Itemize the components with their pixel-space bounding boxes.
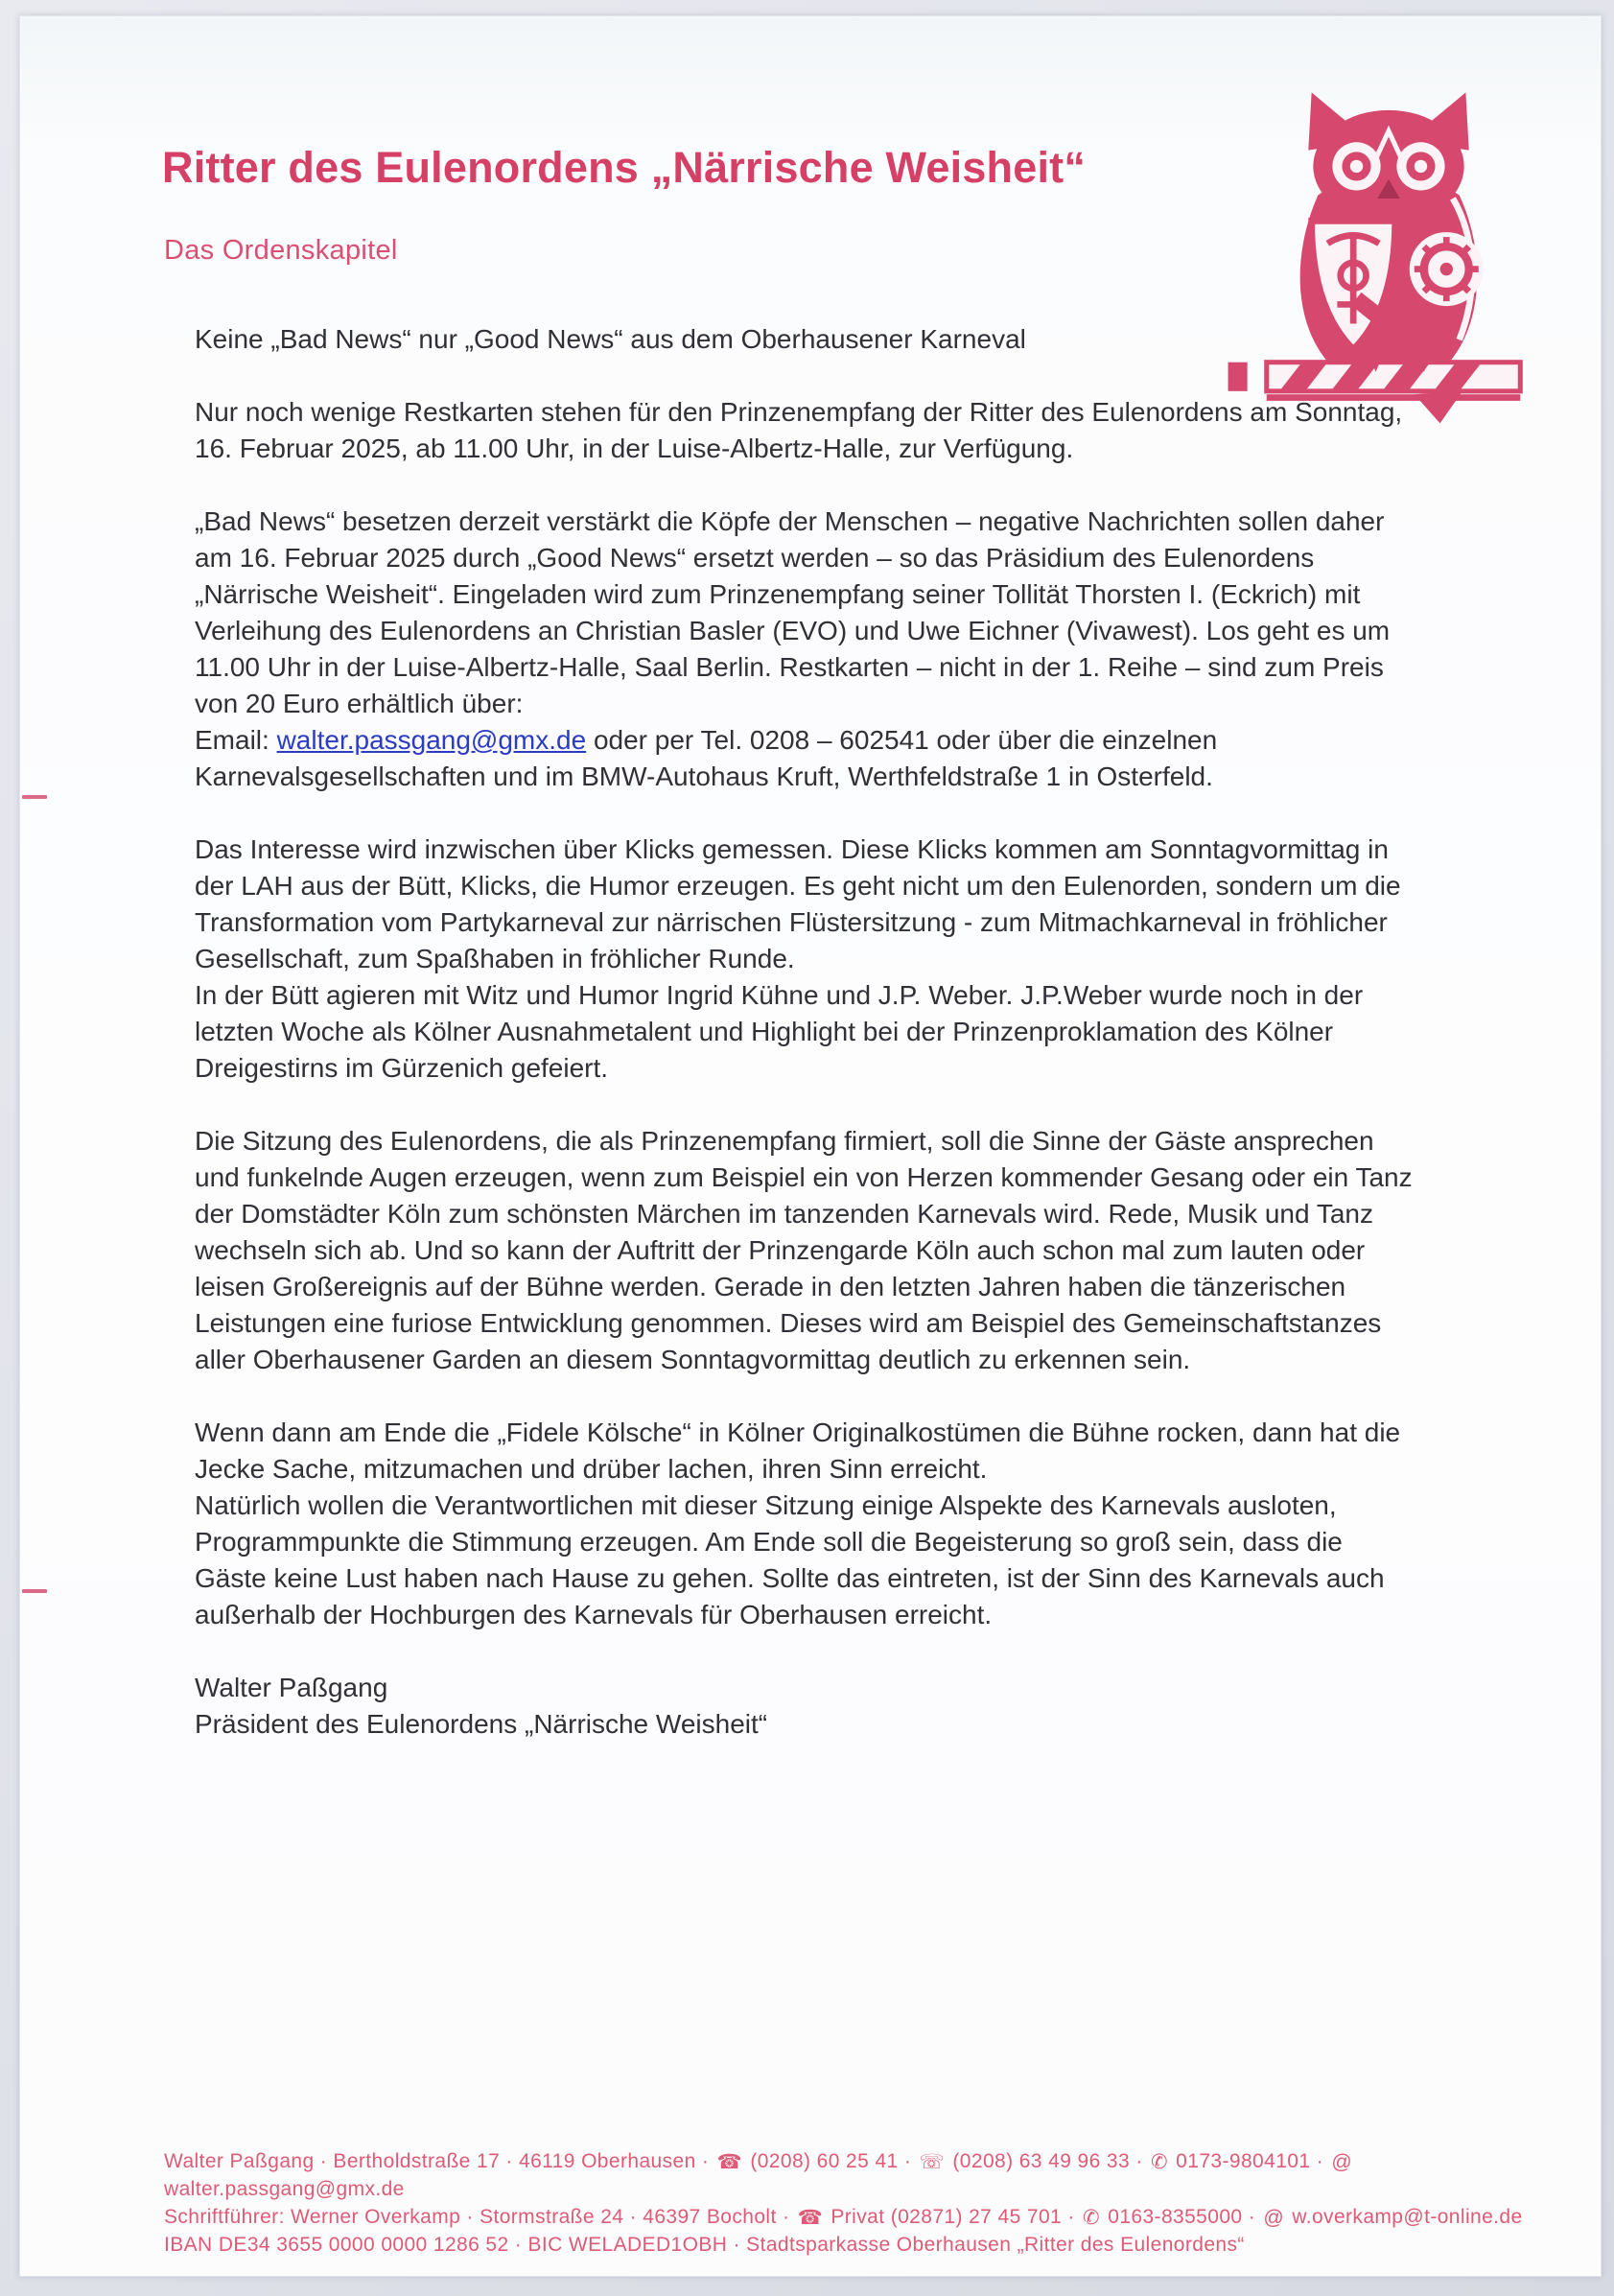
footer-phone-1: (0208) 60 25 41 · [744,2150,918,2172]
letterhead-title: Ritter des Eulenordens „Närrische Weisheit“ [162,143,1087,192]
phone-icon: ☎ [716,2151,743,2173]
mobile-icon: ✆ [1150,2151,1168,2173]
email-line-prefix: Email: [195,725,277,755]
footer-mobile-1: 0173-9804101 · [1169,2150,1330,2172]
email-link[interactable]: walter.passgang@gmx.de [276,725,587,755]
letter-body [195,321,1415,1743]
footer-mobile-2: 0163-8355000 · [1102,2206,1262,2228]
paragraph-verantwortliche: Natürlich wollen die Verantwortlichen mit dieser Sitzung einige Alspekte des Karnevals ausloten, Programmpunkte die Stimmung erzeugen. Am Ende soll die Begeisterung so groß sein, dass die Gäste keine Lust haben nach Hause zu gehen. Sollte das eintreten, ist der Sinn des Karnevals auch außerhalb der Hochburgen des Karnevals für Oberhausen erreicht. [195,1490,1385,1629]
paragraph-bad-news: „Bad News“ besetzen derzeit verstärkt die Köpfe der Menschen – negative Nachrichten sollen daher am 16. Februar 2025 durch „Good News“ ersetzt werden – so das Präsidium des Eulenordens „Närrische Weisheit“. Eingeladen wird zum Prinzenempfang seiner Tollität Thorsten I. (Eckrich) mit Verleihung des Eulenordens an Christian Basler (EVO) und Uwe Eichner (Vivawest). Los geht es um 11.00 Uhr in der Luise-Albertz-Halle, Saal Berlin. Restkarten – nicht in der 1. Reihe – sind zum Preis von 20 Euro erhältlich über: [195,506,1391,718]
letterhead-footer [164,2147,1564,2259]
footer-fax-1: (0208) 63 49 96 33 · [947,2150,1149,2172]
signature-block [195,1670,1415,1743]
at-icon: @ [1331,2151,1353,2173]
footer-address-1: Walter Paßgang · Bertholdstraße 17 · 46119 Oberhausen · [164,2150,715,2172]
paragraph-klicks: Das Interesse wird inzwischen über Klicks gemessen. Diese Klicks kommen am Sonntagvormittag in der LAH aus der Bütt, Klicks, die Humor erzeugen. Es geht nicht um den Eulenorden, sondern um die Transformation vom Partykarneval zur närrischen Flüstersitzung - zum Mitmachkarneval in fröhlicher Gesellschaft, zum Spaßhaben in fröhlicher Runde. [195,834,1401,973]
letterhead-subtitle: Das Ordenskapitel [164,235,398,266]
paragraph-contact [195,722,1415,795]
phone-icon: ☎ [797,2207,824,2229]
letter-page [19,15,1602,2277]
footer-line-1 [164,2147,1564,2203]
signature-role: Präsident des Eulenordens „Närrische Weisheit“ [195,1709,768,1739]
at-icon: @ [1263,2207,1285,2229]
footer-line-3: IBAN DE34 3655 0000 0000 1286 52 · BIC WELADED1OBH · Stadtsparkasse Oberhausen „Ritter des Eulenordens“ [164,2234,1245,2256]
letter-headline: Keine „Bad News“ nur „Good News“ aus dem Oberhausener Karneval [195,324,1026,354]
paragraph-sitzung: Die Sitzung des Eulenordens, die als Prinzenempfang firmiert, soll die Sinne der Gäste ansprechen und funkelnde Augen erzeugen, wenn zum Beispiel ein von Herzen kommender Gesang oder ein Tanz der Domstädter Köln zum schönsten Märchen im tanzenden Karnevals wird. Rede, Musik und Tanz wechseln sich ab. Und so kann der Auftritt der Prinzengarde Köln auch schon mal zum lauten oder leisen Großereignis auf der Bühne werden. Gerade in den letzten Jahren haben die tänzerischen Leistungen eine furiose Entwicklung genommen. Dieses wird am Beispiel des Gemeinschaftstanzes aller Oberhausener Garden an diesem Sonntagvormittag deutlich zu erkennen sein. [195,1126,1413,1374]
footer-address-2: Schriftführer: Werner Overkamp · Stormstraße 24 · 46397 Bocholt · [164,2206,796,2228]
paragraph-fidele-koelsche: Wenn dann am Ende die „Fidele Kölsche“ in Kölner Originalkostümen die Bühne rocken, dann hat die Jecke Sache, mitzumachen und drüber lachen, ihren Sinn erreicht. [195,1417,1401,1484]
footer-email-1: walter.passgang@gmx.de [164,2178,405,2200]
mobile-icon: ✆ [1083,2207,1100,2229]
footer-line-2 [164,2203,1564,2231]
fold-mark-bottom [22,1589,47,1593]
footer-phone-2: Privat (02871) 27 45 701 · [825,2206,1081,2228]
fax-icon: ☏ [919,2151,946,2173]
signature-name: Walter Paßgang [195,1673,388,1702]
email-line-suffix: oder per Tel. 0208 – 602541 oder über die einzelnen Karnevalsgesellschaften und im BMW-Autohaus Kruft, Werthfeldstraße 1 in Osterfeld. [195,725,1218,791]
fold-mark-top [22,795,47,799]
footer-email-2: w.overkamp@t-online.de [1286,2206,1523,2228]
paragraph-restkarten: Nur noch wenige Restkarten stehen für den Prinzenempfang der Ritter des Eulenordens am Sonntag, 16. Februar 2025, ab 11.00 Uhr, in der Luise-Albertz-Halle, zur Verfügung. [195,397,1403,463]
paragraph-buett: In der Bütt agieren mit Witz und Humor Ingrid Kühne und J.P. Weber. J.P.Weber wurde noch in der letzten Woche als Kölner Ausnahmetalent und Highlight bei der Prinzenproklamation des Kölner Dreigestirns im Gürzenich gefeiert. [195,980,1364,1083]
